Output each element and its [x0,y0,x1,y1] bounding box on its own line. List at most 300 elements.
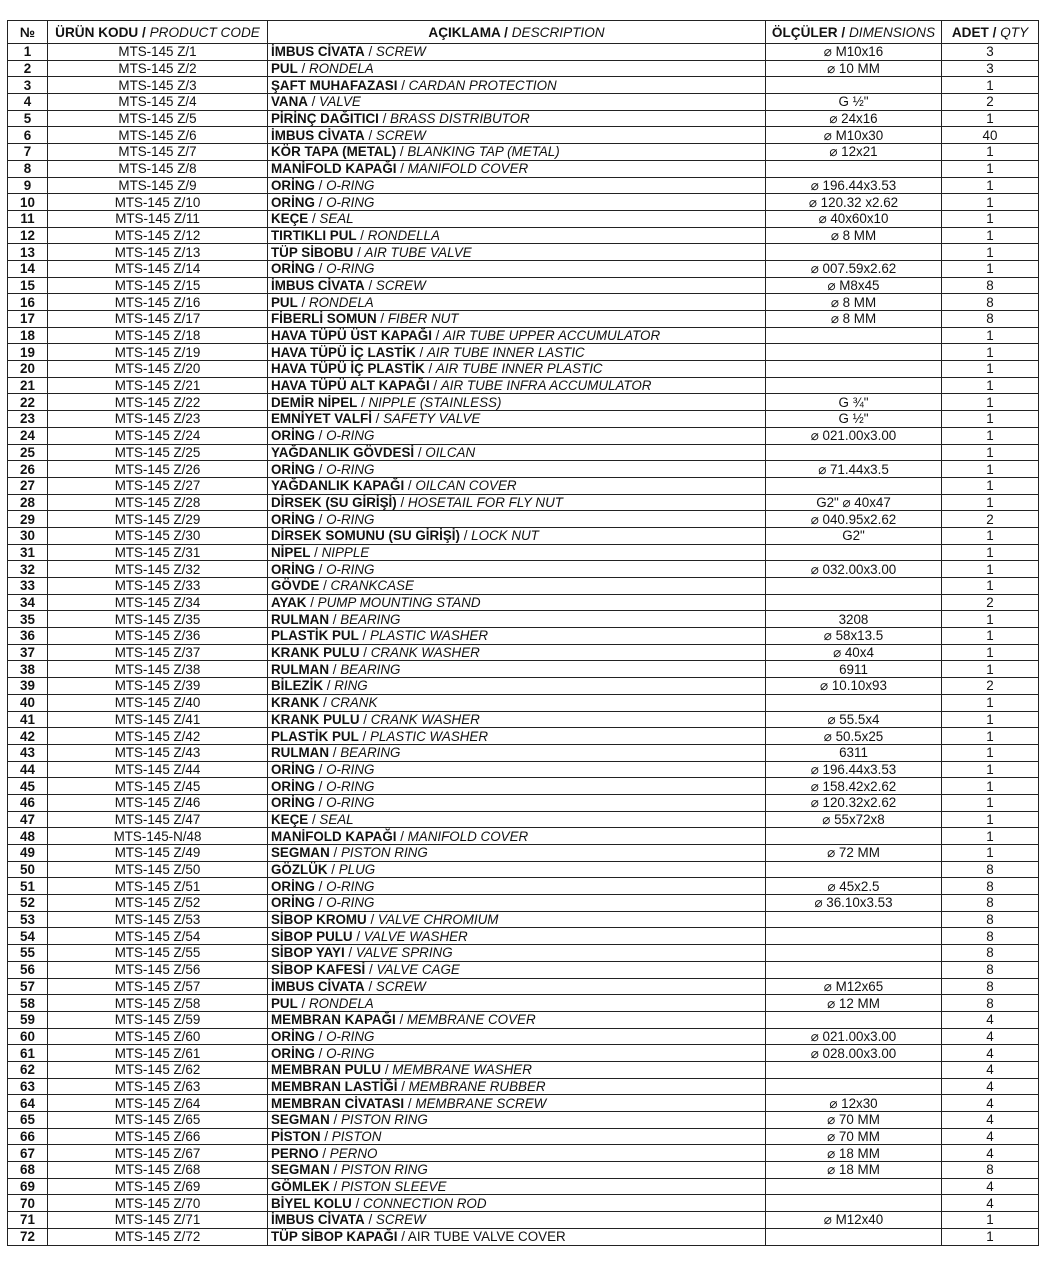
cell-number: 4 [8,94,48,111]
table-row [8,344,1039,361]
cell-product-code: MTS-145 Z/53 [48,911,268,928]
cell-number: 31 [8,544,48,561]
cell-dimensions [766,1195,942,1212]
description-en: MANIFOLD COVER [407,161,529,177]
cell-quantity: 1 [942,194,1039,211]
cell-number: 50 [8,861,48,878]
description-tr: PİSTON [271,1129,321,1145]
cell-quantity: 4 [942,1028,1039,1045]
description-en: OILCAN COVER [415,478,517,494]
description-tr: İMBUS CİVATA [271,978,365,994]
cell-number: 70 [8,1195,48,1212]
description-en: SEAL [319,211,354,227]
description-tr: PLASTİK PUL [271,728,359,744]
description-tr: ORİNG [271,194,315,210]
header-dim-en: DIMENSIONS [848,24,936,40]
cell-description [268,227,766,244]
cell-dimensions: ⌀ 10 MM [766,60,942,77]
cell-description [268,911,766,928]
description-separator: / [359,645,371,661]
table-row [8,60,1039,77]
cell-number: 2 [8,60,48,77]
description-tr: TÜP SİBOBU [271,244,354,260]
header-quantity [942,21,1039,44]
description-tr: SEGMAN [271,845,330,861]
cell-dimensions: ⌀ 196.44x3.53 [766,761,942,778]
cell-product-code: MTS-145 Z/17 [48,311,268,328]
description-en: MEMBRANE SCREW [415,1095,547,1111]
table-row [8,277,1039,294]
description-tr: ORİNG [271,1045,315,1061]
description-separator: / [314,795,327,811]
cell-quantity: 1 [942,394,1039,411]
table-row [8,44,1039,61]
description-tr: MEMBRAN CİVATASI [271,1095,405,1111]
cell-number: 24 [8,427,48,444]
table-row [8,377,1039,394]
cell-dimensions: ⌀ 12x21 [766,144,942,161]
cell-quantity: 4 [942,1061,1039,1078]
cell-product-code: MTS-145 Z/61 [48,1045,268,1062]
description-en: PISTON RING [340,1112,428,1128]
description-tr: SEGMAN [271,1162,330,1178]
cell-dimensions: ⌀ 158.42x2.62 [766,778,942,795]
description-en: PLASTIC WASHER [369,728,489,744]
cell-quantity: 8 [942,1162,1039,1179]
description-tr: İMBUS CİVATA [271,277,365,293]
cell-description [268,394,766,411]
cell-number: 9 [8,177,48,194]
description-en: PUMP MOUNTING STAND [317,595,481,611]
table-row [8,110,1039,127]
table-row [8,260,1039,277]
cell-description [268,644,766,661]
description-en: SCREW [375,1212,426,1228]
cell-number: 16 [8,294,48,311]
description-en: RONDELLA [367,227,440,243]
table-row [8,1078,1039,1095]
table-row [8,544,1039,561]
description-separator: / [414,444,426,460]
table-row [8,578,1039,595]
cell-quantity: 8 [942,945,1039,962]
cell-description [268,1061,766,1078]
cell-number: 1 [8,44,48,61]
cell-number: 58 [8,995,48,1012]
cell-description [268,544,766,561]
cell-product-code: MTS-145 Z/55 [48,945,268,962]
description-tr: DİRSEK SOMUNU (SU GİRİŞİ) [271,528,460,544]
description-separator: / [314,761,327,777]
description-tr: ORİNG [271,878,315,894]
cell-product-code: MTS-145 Z/47 [48,811,268,828]
header-product-code [48,21,268,44]
cell-quantity: 1 [942,244,1039,261]
cell-product-code: MTS-145 Z/51 [48,878,268,895]
description-separator: / [297,995,309,1011]
description-separator: / [396,161,408,177]
table-body [8,44,1039,1246]
cell-dimensions: ⌀ 24x16 [766,110,942,127]
description-en: AIR TUBE INNER PLASTIC [435,361,603,377]
cell-description [268,94,766,111]
description-separator: / [415,344,427,360]
table-row [8,294,1039,311]
description-tr: VANA [271,94,308,110]
cell-dimensions [766,945,942,962]
cell-product-code: MTS-145 Z/13 [48,244,268,261]
description-tr: PERNO [271,1145,319,1161]
description-separator: / [396,144,408,160]
cell-quantity: 8 [942,928,1039,945]
cell-quantity: 1 [942,110,1039,127]
cell-product-code: MTS-145 Z/8 [48,160,268,177]
cell-number: 56 [8,961,48,978]
description-en: O-RING [326,261,375,277]
cell-product-code: MTS-145 Z/26 [48,461,268,478]
description-separator: / [307,94,320,110]
description-tr: PİRİNÇ DAĞITICI [271,111,379,127]
table-row [8,1128,1039,1145]
cell-number: 71 [8,1212,48,1229]
description-separator: / [459,528,472,544]
cell-dimensions [766,361,942,378]
description-tr: DEMİR NİPEL [271,394,358,410]
table-row [8,594,1039,611]
cell-description [268,811,766,828]
cell-dimensions: ⌀ M12x40 [766,1212,942,1229]
cell-quantity: 4 [942,1095,1039,1112]
cell-quantity: 1 [942,728,1039,745]
table-header [8,21,1039,44]
cell-quantity: 1 [942,744,1039,761]
cell-quantity: 8 [942,878,1039,895]
cell-quantity: 1 [942,1228,1039,1245]
description-en: CRANK WASHER [370,711,480,727]
cell-number: 10 [8,194,48,211]
description-separator: / [397,1078,409,1094]
description-separator: / [364,127,376,143]
cell-quantity: 4 [942,1078,1039,1095]
cell-dimensions [766,861,942,878]
cell-number: 29 [8,511,48,528]
cell-quantity: 8 [942,995,1039,1012]
table-row [8,995,1039,1012]
cell-product-code: MTS-145 Z/38 [48,661,268,678]
description-separator: / [429,378,441,394]
description-tr: MANİFOLD KAPAĞI [271,161,397,177]
cell-dimensions: ⌀ 10.10x93 [766,678,942,695]
table-row [8,227,1039,244]
cell-quantity: 1 [942,160,1039,177]
cell-dimensions [766,828,942,845]
header-description [268,21,766,44]
table-row [8,778,1039,795]
cell-dimensions: ⌀ 72 MM [766,845,942,862]
cell-product-code: MTS-145 Z/33 [48,578,268,595]
cell-description [268,861,766,878]
description-en: O-RING [326,461,375,477]
cell-dimensions: ⌀ 12 MM [766,995,942,1012]
table-row [8,1145,1039,1162]
description-tr: YAĞDANLIK GÖVDESİ [271,444,415,460]
cell-product-code: MTS-145 Z/70 [48,1195,268,1212]
description-en: O-RING [326,1045,375,1061]
cell-dimensions: ⌀ 007.59x2.62 [766,260,942,277]
cell-quantity: 4 [942,1178,1039,1195]
header-dim-tr: ÖLÇÜLER / [771,24,846,40]
description-tr: YAĞDANLIK KAPAĞI [271,478,405,494]
cell-quantity: 2 [942,94,1039,111]
cell-description [268,244,766,261]
cell-product-code: MTS-145 Z/68 [48,1162,268,1179]
description-en: SCREW [375,44,426,60]
cell-dimensions: G ½" [766,94,942,111]
cell-description [268,561,766,578]
cell-dimensions: ⌀ 55x72x8 [766,811,942,828]
header-desc-tr: AÇIKLAMA / [428,24,508,40]
description-en: VALVE CAGE [376,962,460,978]
description-tr: ORİNG [271,511,315,527]
cell-quantity: 1 [942,578,1039,595]
cell-number: 15 [8,277,48,294]
cell-dimensions: ⌀ 36.10x3.53 [766,895,942,912]
cell-quantity: 1 [942,444,1039,461]
header-number-label: № [19,24,36,40]
cell-product-code: MTS-145 Z/27 [48,477,268,494]
cell-description [268,878,766,895]
cell-number: 54 [8,928,48,945]
cell-description [268,127,766,144]
description-separator: / [314,194,327,210]
cell-description [268,995,766,1012]
cell-description [268,1228,766,1245]
description-tr: HAVA TÜPÜ ALT KAPAĞI [271,378,430,394]
cell-description [268,477,766,494]
description-en: PLUG [338,862,376,878]
cell-product-code: MTS-145 Z/29 [48,511,268,528]
description-en: PISTON RING [340,845,428,861]
cell-number: 61 [8,1045,48,1062]
cell-product-code: MTS-145 Z/14 [48,260,268,277]
description-separator: / [364,44,376,60]
cell-product-code: MTS-145 Z/9 [48,177,268,194]
description-en: MEMBRANE RUBBER [408,1078,546,1094]
description-tr: PUL [271,61,298,77]
cell-dimensions: ⌀ 021.00x3.00 [766,1028,942,1045]
description-tr: PUL [271,995,298,1011]
description-en: CRANKCASE [330,578,414,594]
cell-number: 52 [8,895,48,912]
cell-dimensions: ⌀ 40x60x10 [766,210,942,227]
table-row [8,527,1039,544]
cell-product-code: MTS-145 Z/35 [48,611,268,628]
description-separator: / [376,311,388,327]
cell-dimensions: ⌀ 55.5x4 [766,711,942,728]
cell-quantity: 1 [942,411,1039,428]
description-tr: ORİNG [271,261,315,277]
cell-number: 51 [8,878,48,895]
description-en: VALVE WASHER [363,928,468,944]
table-row [8,811,1039,828]
cell-number: 46 [8,794,48,811]
description-separator: / [357,394,369,410]
description-tr: KRANK PULU [271,645,360,661]
cell-dimensions: G ¾" [766,394,942,411]
cell-product-code: MTS-145 Z/62 [48,1061,268,1078]
cell-number: 64 [8,1095,48,1112]
cell-quantity: 1 [942,561,1039,578]
description-en: CARDAN PROTECTION [408,77,557,93]
cell-product-code: MTS-145 Z/15 [48,277,268,294]
description-separator: / [356,227,368,243]
cell-description [268,1195,766,1212]
cell-product-code: MTS-145 Z/57 [48,978,268,995]
description-tr: İMBUS CİVATA [271,44,365,60]
cell-number: 5 [8,110,48,127]
table-row [8,1178,1039,1195]
description-separator: / [378,111,391,127]
cell-quantity: 1 [942,361,1039,378]
cell-number: 60 [8,1028,48,1045]
cell-description [268,77,766,94]
cell-number: 55 [8,945,48,962]
description-en: O-RING [326,878,375,894]
cell-quantity: 1 [942,628,1039,645]
cell-description [268,260,766,277]
cell-number: 26 [8,461,48,478]
cell-dimensions [766,377,942,394]
cell-dimensions: ⌀ 8 MM [766,311,942,328]
cell-description [268,377,766,394]
description-tr: İMBUS CİVATA [271,127,365,143]
cell-product-code: MTS-145 Z/65 [48,1112,268,1129]
table-row [8,494,1039,511]
cell-product-code: MTS-145 Z/2 [48,60,268,77]
cell-dimensions: ⌀ 021.00x3.00 [766,427,942,444]
description-tr: TÜP SİBOP KAPAĞI [271,1229,398,1245]
description-en: HOSETAIL FOR FLY NUT [407,494,563,510]
table-row [8,1061,1039,1078]
description-en: VALVE SPRING [355,945,453,961]
cell-dimensions [766,244,942,261]
table-row [8,94,1039,111]
cell-description [268,744,766,761]
cell-product-code: MTS-145 Z/31 [48,544,268,561]
description-tr: HAVA TÜPÜ İÇ LASTİK [271,344,416,360]
cell-quantity: 4 [942,1145,1039,1162]
description-separator: / [314,878,327,894]
cell-description [268,1212,766,1229]
cell-number: 67 [8,1145,48,1162]
cell-quantity: 4 [942,1011,1039,1028]
description-tr: ORİNG [271,795,315,811]
description-tr: RULMAN [271,661,330,677]
table-row [8,1162,1039,1179]
description-separator: / [308,211,320,227]
table-row [8,194,1039,211]
description-tr: EMNİYET VALFİ [271,411,372,427]
description-tr: SİBOP PULU [271,928,353,944]
cell-number: 62 [8,1061,48,1078]
cell-quantity: 1 [942,611,1039,628]
cell-number: 30 [8,527,48,544]
cell-number: 66 [8,1128,48,1145]
cell-product-code: MTS-145 Z/44 [48,761,268,778]
table-row [8,361,1039,378]
table-row [8,661,1039,678]
cell-dimensions: ⌀ 028.00x3.00 [766,1045,942,1062]
description-en: RONDELA [308,995,374,1011]
description-separator: / [308,811,320,827]
table-row [8,911,1039,928]
cell-quantity: 1 [942,761,1039,778]
table-row [8,845,1039,862]
cell-number: 20 [8,361,48,378]
cell-description [268,1128,766,1145]
cell-quantity: 3 [942,60,1039,77]
cell-description [268,711,766,728]
header-row [8,21,1039,44]
description-tr: AYAK [271,595,307,611]
cell-number: 32 [8,561,48,578]
cell-number: 42 [8,728,48,745]
description-separator: / [314,261,327,277]
cell-description [268,194,766,211]
description-separator: / [381,1062,393,1078]
cell-quantity: 3 [942,44,1039,61]
description-separator: / [314,511,327,527]
table-row [8,1045,1039,1062]
table-row [8,928,1039,945]
description-separator: / [327,862,339,878]
cell-description [268,578,766,595]
cell-description [268,277,766,294]
description-tr: ORİNG [271,761,315,777]
description-en: MEMBRANE WASHER [392,1062,532,1078]
cell-product-code: MTS-145 Z/58 [48,995,268,1012]
cell-quantity: 1 [942,327,1039,344]
description-en: AIR TUBE INNER LASTIC [426,344,585,360]
description-separator: / [397,77,409,93]
cell-dimensions [766,928,942,945]
cell-dimensions [766,1228,942,1245]
cell-dimensions [766,544,942,561]
cell-quantity: 1 [942,794,1039,811]
table-row [8,411,1039,428]
cell-number: 41 [8,711,48,728]
cell-quantity: 4 [942,1195,1039,1212]
cell-quantity: 8 [942,978,1039,995]
cell-number: 72 [8,1228,48,1245]
cell-dimensions [766,1078,942,1095]
cell-product-code: MTS-145 Z/18 [48,327,268,344]
cell-product-code: MTS-145 Z/23 [48,411,268,428]
description-separator: / [297,61,309,77]
description-separator: / [314,1045,327,1061]
description-separator: / [352,928,364,944]
cell-product-code: MTS-145 Z/25 [48,444,268,461]
cell-dimensions: ⌀ 70 MM [766,1112,942,1129]
cell-description [268,160,766,177]
cell-number: 17 [8,311,48,328]
cell-quantity: 8 [942,895,1039,912]
description-separator: / [320,1129,332,1145]
cell-description [268,694,766,711]
description-separator: / [353,244,365,260]
description-en: BEARING [340,611,401,627]
description-en: MANIFOLD COVER [407,828,529,844]
